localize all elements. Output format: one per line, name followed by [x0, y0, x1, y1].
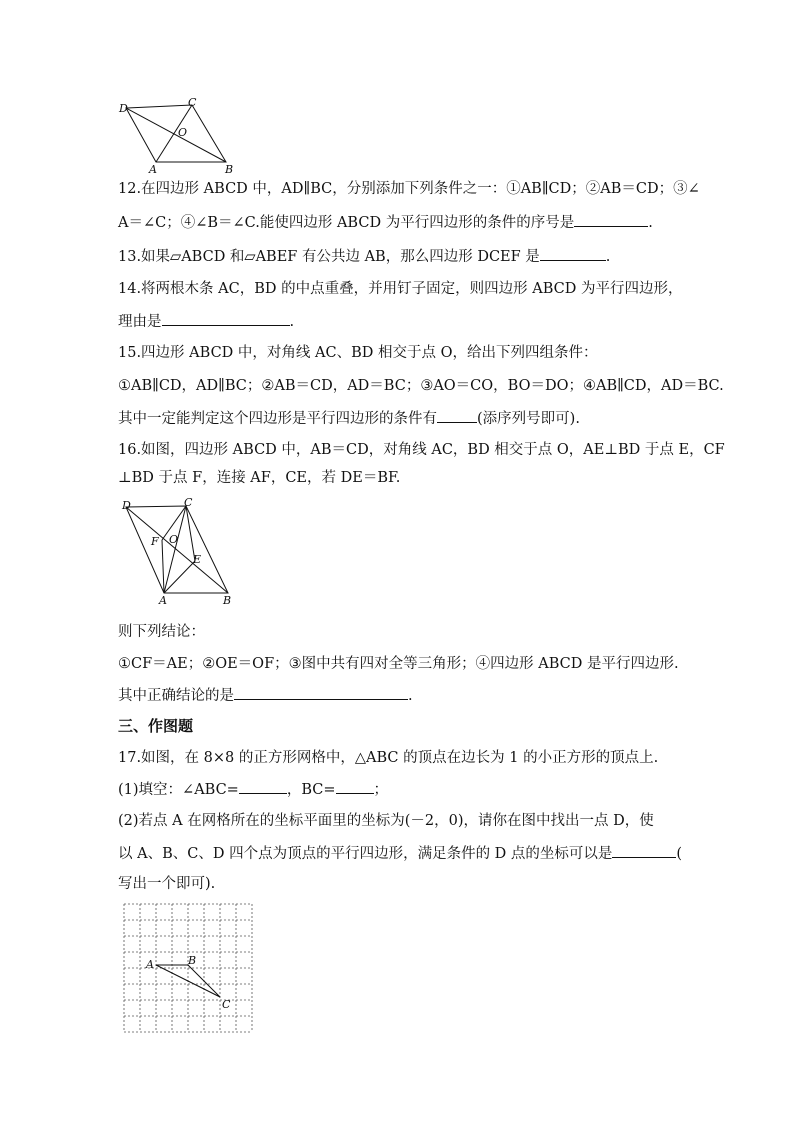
q13-line — [118, 246, 610, 267]
q12-text: A＝∠C；④∠B＝∠C.能使四边形 ABCD 为平行四边形的条件的序号是 — [118, 215, 575, 231]
q17-p1-mid: ，BC= — [286, 782, 336, 798]
q12-period: . — [648, 215, 653, 231]
q17-p2-text: 以 A、B、C、D 四个点为顶点的平行四边形，满足条件的 D 点的坐标可以是 — [118, 846, 613, 862]
q17-line1: 17.如图，在 8×8 的正方形网格中，△ABC 的顶点在边长为 1 的小正方形的顶点上. — [118, 750, 659, 766]
figure-8x8-grid — [122, 902, 254, 1034]
label-a: A — [149, 163, 157, 176]
q16-line5 — [118, 685, 413, 706]
q12-line1: 12.在四边形 ABCD 中，AD∥BC，分别添加下列条件之一：①AB∥CD；②AB＝CD；③∠ — [118, 181, 700, 197]
fig3-label-a: A — [146, 958, 154, 971]
q14-line1: 14.将两根木条 AC，BD 的中点重叠，并用钉子固定，则四边形 ABCD 为平行四边形， — [118, 281, 683, 297]
fig2-label-b: B — [223, 594, 232, 607]
label-o: O — [178, 126, 188, 139]
q16-line4: ①CF＝AE；②OE＝OF；③图中共有四对全等三角形；④四边形 ABCD 是平行四边形. — [118, 656, 679, 672]
fig2-label-d: D — [122, 499, 131, 512]
q17-p1-end: ； — [373, 782, 389, 798]
q15-text-end: (添序列号即可). — [477, 411, 580, 427]
q16-answer-blank[interactable] — [234, 685, 408, 700]
q15-line3 — [118, 408, 580, 429]
figure-parallelogram-abcd — [118, 96, 238, 176]
q16-text: 其中正确结论的是 — [118, 688, 234, 704]
q15-line1: 15.四边形 ABCD 中，对角线 AC、BD 相交于点 O，给出下列四组条件： — [118, 345, 598, 361]
label-d: D — [119, 102, 128, 115]
fig2-label-c: C — [184, 497, 193, 509]
q14-answer-blank[interactable] — [162, 311, 290, 326]
q15-answer-blank[interactable] — [437, 408, 477, 423]
q17-part2-line2 — [118, 843, 682, 864]
q15-text: 其中一定能判定这个四边形是平行四边形的条件有 — [118, 411, 437, 427]
section-heading: 三、作图题 — [118, 717, 194, 735]
q14-text: 理由是 — [118, 314, 162, 330]
q16-period: . — [408, 688, 413, 704]
label-c: C — [188, 96, 197, 109]
fig2-label-a: A — [159, 594, 167, 607]
q13-text: 13.如果▱ABCD 和▱ABEF 有公共边 AB，那么四边形 DCEF 是 — [118, 249, 540, 265]
q16-line3: 则下列结论： — [118, 624, 205, 640]
q16-line1: 16.如图，四边形 ABCD 中，AB＝CD，对角线 AC，BD 相交于点 O，AE⊥BD 于点 E，CF — [118, 442, 725, 458]
label-b: B — [225, 163, 234, 176]
q12-line2 — [118, 212, 653, 233]
fig3-label-c: C — [222, 998, 231, 1011]
q16-line2: ⊥BD 于点 F，连接 AF，CE，若 DE＝BF. — [118, 470, 401, 486]
q13-period: . — [605, 249, 611, 265]
q14-period: . — [289, 314, 295, 330]
q17-p2-paren: ( — [676, 846, 683, 862]
q17-bc-blank[interactable] — [336, 779, 374, 794]
fig2-label-e: E — [193, 553, 202, 566]
q17-part2-line3: 写出一个即可). — [118, 876, 216, 892]
q17-part1 — [118, 779, 388, 800]
figure-parallelogram-with-perpendiculars — [118, 497, 242, 607]
q17-angle-blank[interactable] — [239, 779, 287, 794]
q13-answer-blank[interactable] — [540, 246, 606, 261]
q17-p1-text: (1)填空：∠ABC= — [118, 782, 239, 798]
q15-line2: ①AB∥CD，AD∥BC；②AB＝CD，AD＝BC；③AO＝CO，BO＝DO；④AB∥CD，AD＝BC. — [118, 378, 724, 394]
fig3-label-b: B — [188, 954, 197, 967]
fig2-label-f: F — [151, 535, 159, 548]
q14-line2 — [118, 311, 294, 332]
q17-d-blank[interactable] — [612, 843, 676, 858]
q12-answer-blank[interactable] — [574, 212, 648, 227]
fig2-label-o: O — [169, 533, 179, 546]
q17-part2-line1: (2)若点 A 在网格所在的坐标平面里的坐标为(－2，0)，请你在图中找出一点 D，使 — [118, 813, 654, 829]
